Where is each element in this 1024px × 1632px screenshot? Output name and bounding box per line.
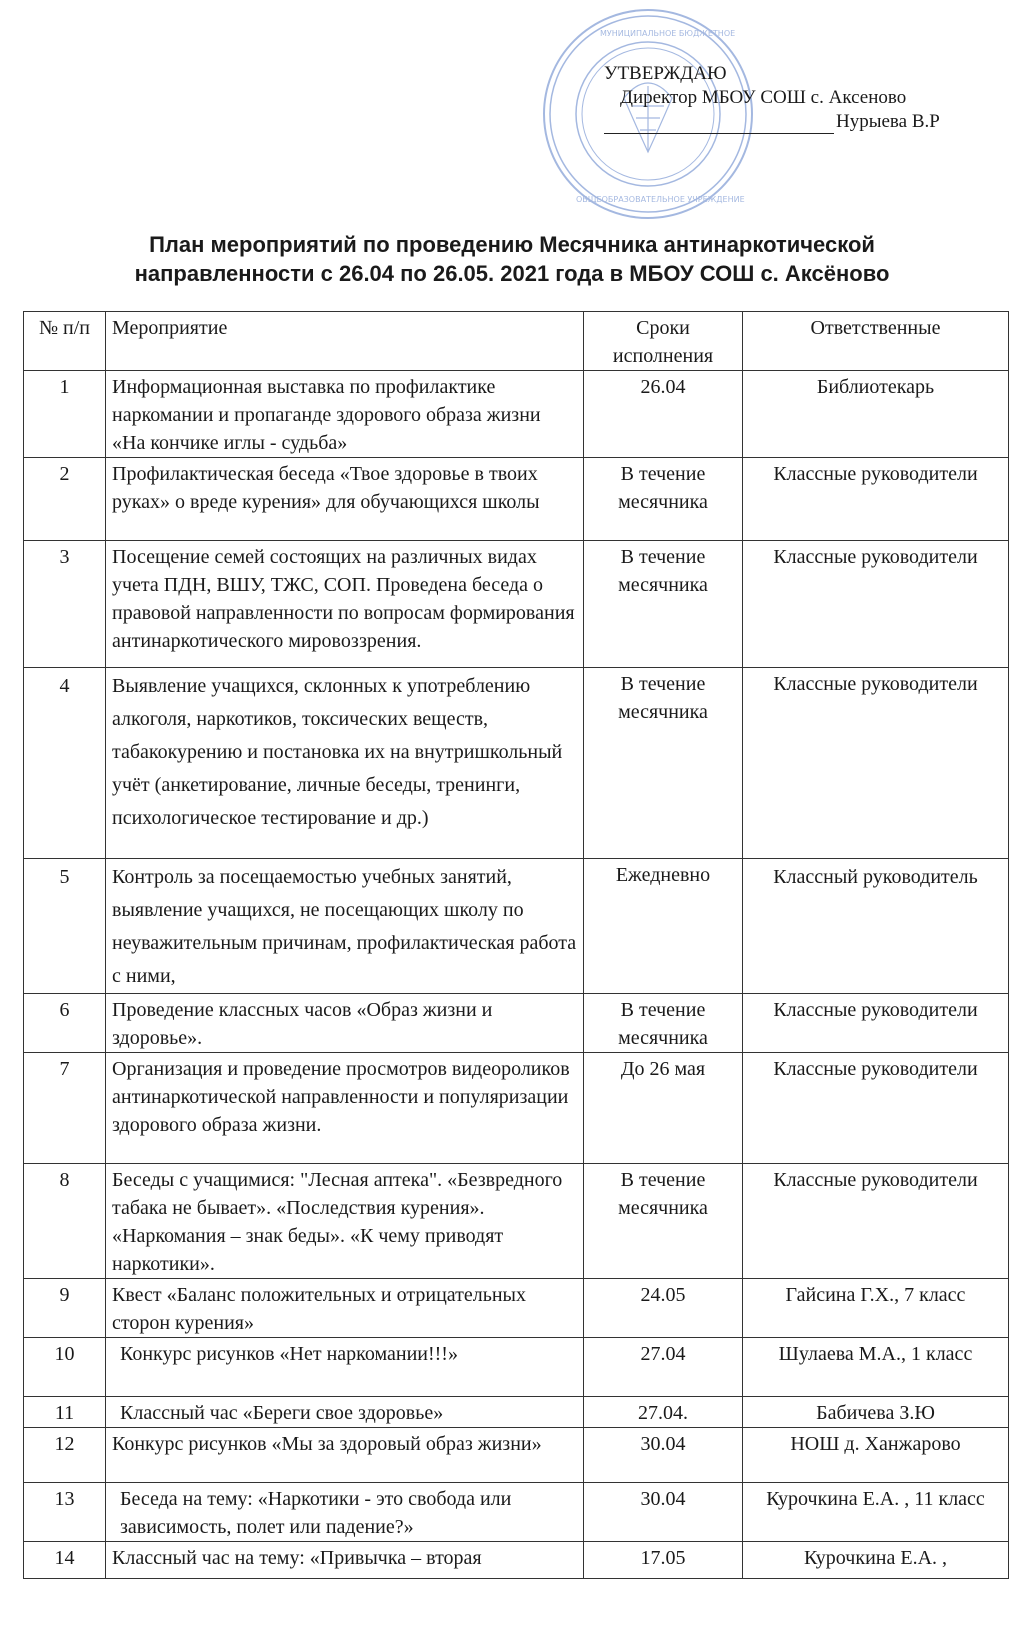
row-deadline: В течение месячника — [584, 541, 743, 668]
approval-signature-row — [604, 110, 1004, 134]
row-responsible: Библиотекарь — [743, 371, 1009, 458]
row-event: Квест «Баланс положительных и отрицательных сторон курения» — [106, 1279, 584, 1338]
row-number: 6 — [24, 994, 106, 1053]
svg-text:ОБЩЕОБРАЗОВАТЕЛЬНОЕ УЧРЕЖДЕНИЕ: ОБЩЕОБРАЗОВАТЕЛЬНОЕ УЧРЕЖДЕНИЕ — [576, 195, 745, 204]
row-deadline: Ежедневно — [584, 859, 743, 994]
table-row — [24, 541, 1009, 668]
row-deadline: 27.04. — [584, 1397, 743, 1428]
table-row — [24, 994, 1009, 1053]
row-deadline: До 26 мая — [584, 1053, 743, 1164]
row-number: 3 — [24, 541, 106, 668]
row-responsible: Курочкина Е.А. , — [743, 1542, 1009, 1579]
row-number: 13 — [24, 1483, 106, 1542]
approval-position: Директор МБОУ СОШ с. Аксеново — [620, 87, 907, 108]
row-responsible: Классные руководители — [743, 994, 1009, 1053]
row-responsible: Курочкина Е.А. , 11 класс — [743, 1483, 1009, 1542]
row-event: Профилактическая беседа «Твое здоровье в твоих руках» о вреде курения» для обучающихся школы — [106, 458, 584, 541]
header-event: Мероприятие — [106, 312, 584, 371]
document-title — [20, 230, 1004, 288]
row-number: 4 — [24, 668, 106, 859]
table-row — [24, 1164, 1009, 1279]
row-number: 10 — [24, 1338, 106, 1397]
row-event: Посещение семей состоящих на различных видах учета ПДН, ВШУ, ТЖС, СОП. Проведена беседа о правовой направленности по вопросам формирования антинаркотического мировоззрения. — [106, 541, 584, 668]
row-responsible: НОШ д. Ханжарово — [743, 1428, 1009, 1483]
row-responsible: Классные руководители — [743, 458, 1009, 541]
document-title-line-1: План мероприятий по проведению Месячника антинаркотической — [149, 232, 875, 257]
row-deadline: 27.04 — [584, 1338, 743, 1397]
row-number: 8 — [24, 1164, 106, 1279]
row-number: 2 — [24, 458, 106, 541]
row-deadline: 24.05 — [584, 1279, 743, 1338]
table-row — [24, 1428, 1009, 1483]
header-deadline: Сроки исполнения — [584, 312, 743, 371]
row-event: Конкурс рисунков «Мы за здоровый образ жизни» — [106, 1428, 584, 1483]
row-event: Классный час на тему: «Привычка – вторая — [106, 1542, 584, 1579]
row-number: 5 — [24, 859, 106, 994]
table-row — [24, 458, 1009, 541]
table-row — [24, 1483, 1009, 1542]
table-row — [24, 859, 1009, 994]
row-responsible: Классные руководители — [743, 1053, 1009, 1164]
row-deadline: 30.04 — [584, 1483, 743, 1542]
approval-title: УТВЕРЖДАЮ — [604, 63, 727, 84]
row-event: Конкурс рисунков «Нет наркомании!!!» — [106, 1338, 584, 1397]
table-row — [24, 1542, 1009, 1579]
row-deadline: В течение месячника — [584, 994, 743, 1053]
row-deadline: В течение месячника — [584, 1164, 743, 1279]
row-number: 12 — [24, 1428, 106, 1483]
document-title-line-2: направленности с 26.04 по 26.05. 2021 года в МБОУ СОШ с. Аксёново — [134, 261, 890, 286]
row-event: Информационная выставка по профилактике наркомании и пропаганде здорового образа жизни «На кончике иглы - судьба» — [106, 371, 584, 458]
row-deadline: 17.05 — [584, 1542, 743, 1579]
row-responsible: Классный руководитель — [743, 859, 1009, 994]
signature-line — [604, 133, 834, 134]
row-number: 9 — [24, 1279, 106, 1338]
header-responsible: Ответственные — [743, 312, 1009, 371]
row-deadline: В течение месячника — [584, 458, 743, 541]
row-responsible: Гайсина Г.Х., 7 класс — [743, 1279, 1009, 1338]
row-event: Контроль за посещаемостью учебных занятий, выявление учащихся, не посещающих школу по неуважительным причинам, профилактическая работа с ними, — [106, 859, 584, 994]
row-event: Беседы с учащимися: "Лесная аптека". «Безвредного табака не бывает». «Последствия курения». «Наркомания – знак беды». «К чему приводят наркотики». — [106, 1164, 584, 1279]
row-responsible: Классные руководители — [743, 668, 1009, 859]
table-row — [24, 1279, 1009, 1338]
table-row — [24, 1053, 1009, 1164]
table-row — [24, 1338, 1009, 1397]
row-deadline: 30.04 — [584, 1428, 743, 1483]
row-event: Беседа на тему: «Наркотики - это свобода или зависимость, полет или падение?» — [106, 1483, 584, 1542]
row-number: 14 — [24, 1542, 106, 1579]
approval-block — [604, 62, 1004, 134]
row-responsible: Бабичева З.Ю — [743, 1397, 1009, 1428]
row-event: Проведение классных часов «Образ жизни и здоровье». — [106, 994, 584, 1053]
row-number: 1 — [24, 371, 106, 458]
row-responsible: Шулаева М.А., 1 класс — [743, 1338, 1009, 1397]
table-row — [24, 668, 1009, 859]
row-number: 7 — [24, 1053, 106, 1164]
row-event: Классный час «Береги свое здоровье» — [106, 1397, 584, 1428]
row-deadline: В течение месячника — [584, 668, 743, 859]
row-deadline: 26.04 — [584, 371, 743, 458]
events-plan-table — [23, 311, 1009, 1579]
row-responsible: Классные руководители — [743, 1164, 1009, 1279]
row-event: Выявление учащихся, склонных к употреблению алкоголя, наркотиков, токсических веществ, табакокурению и постановка их на внутришкольный учёт (анкетирование, личные беседы, тренинги, психологическое тестирование и др.) — [106, 668, 584, 859]
header-number: № п/п — [24, 312, 106, 371]
table-row — [24, 371, 1009, 458]
table-row — [24, 1397, 1009, 1428]
row-responsible: Классные руководители — [743, 541, 1009, 668]
table-header-row — [24, 312, 1009, 371]
row-number: 11 — [24, 1397, 106, 1428]
svg-text:МУНИЦИПАЛЬНОЕ БЮДЖЕТНОЕ: МУНИЦИПАЛЬНОЕ БЮДЖЕТНОЕ — [600, 29, 736, 38]
row-event: Организация и проведение просмотров видеороликов антинаркотической направленности и популяризации здорового образа жизни. — [106, 1053, 584, 1164]
approval-name: Нурыева В.Р — [836, 111, 940, 132]
